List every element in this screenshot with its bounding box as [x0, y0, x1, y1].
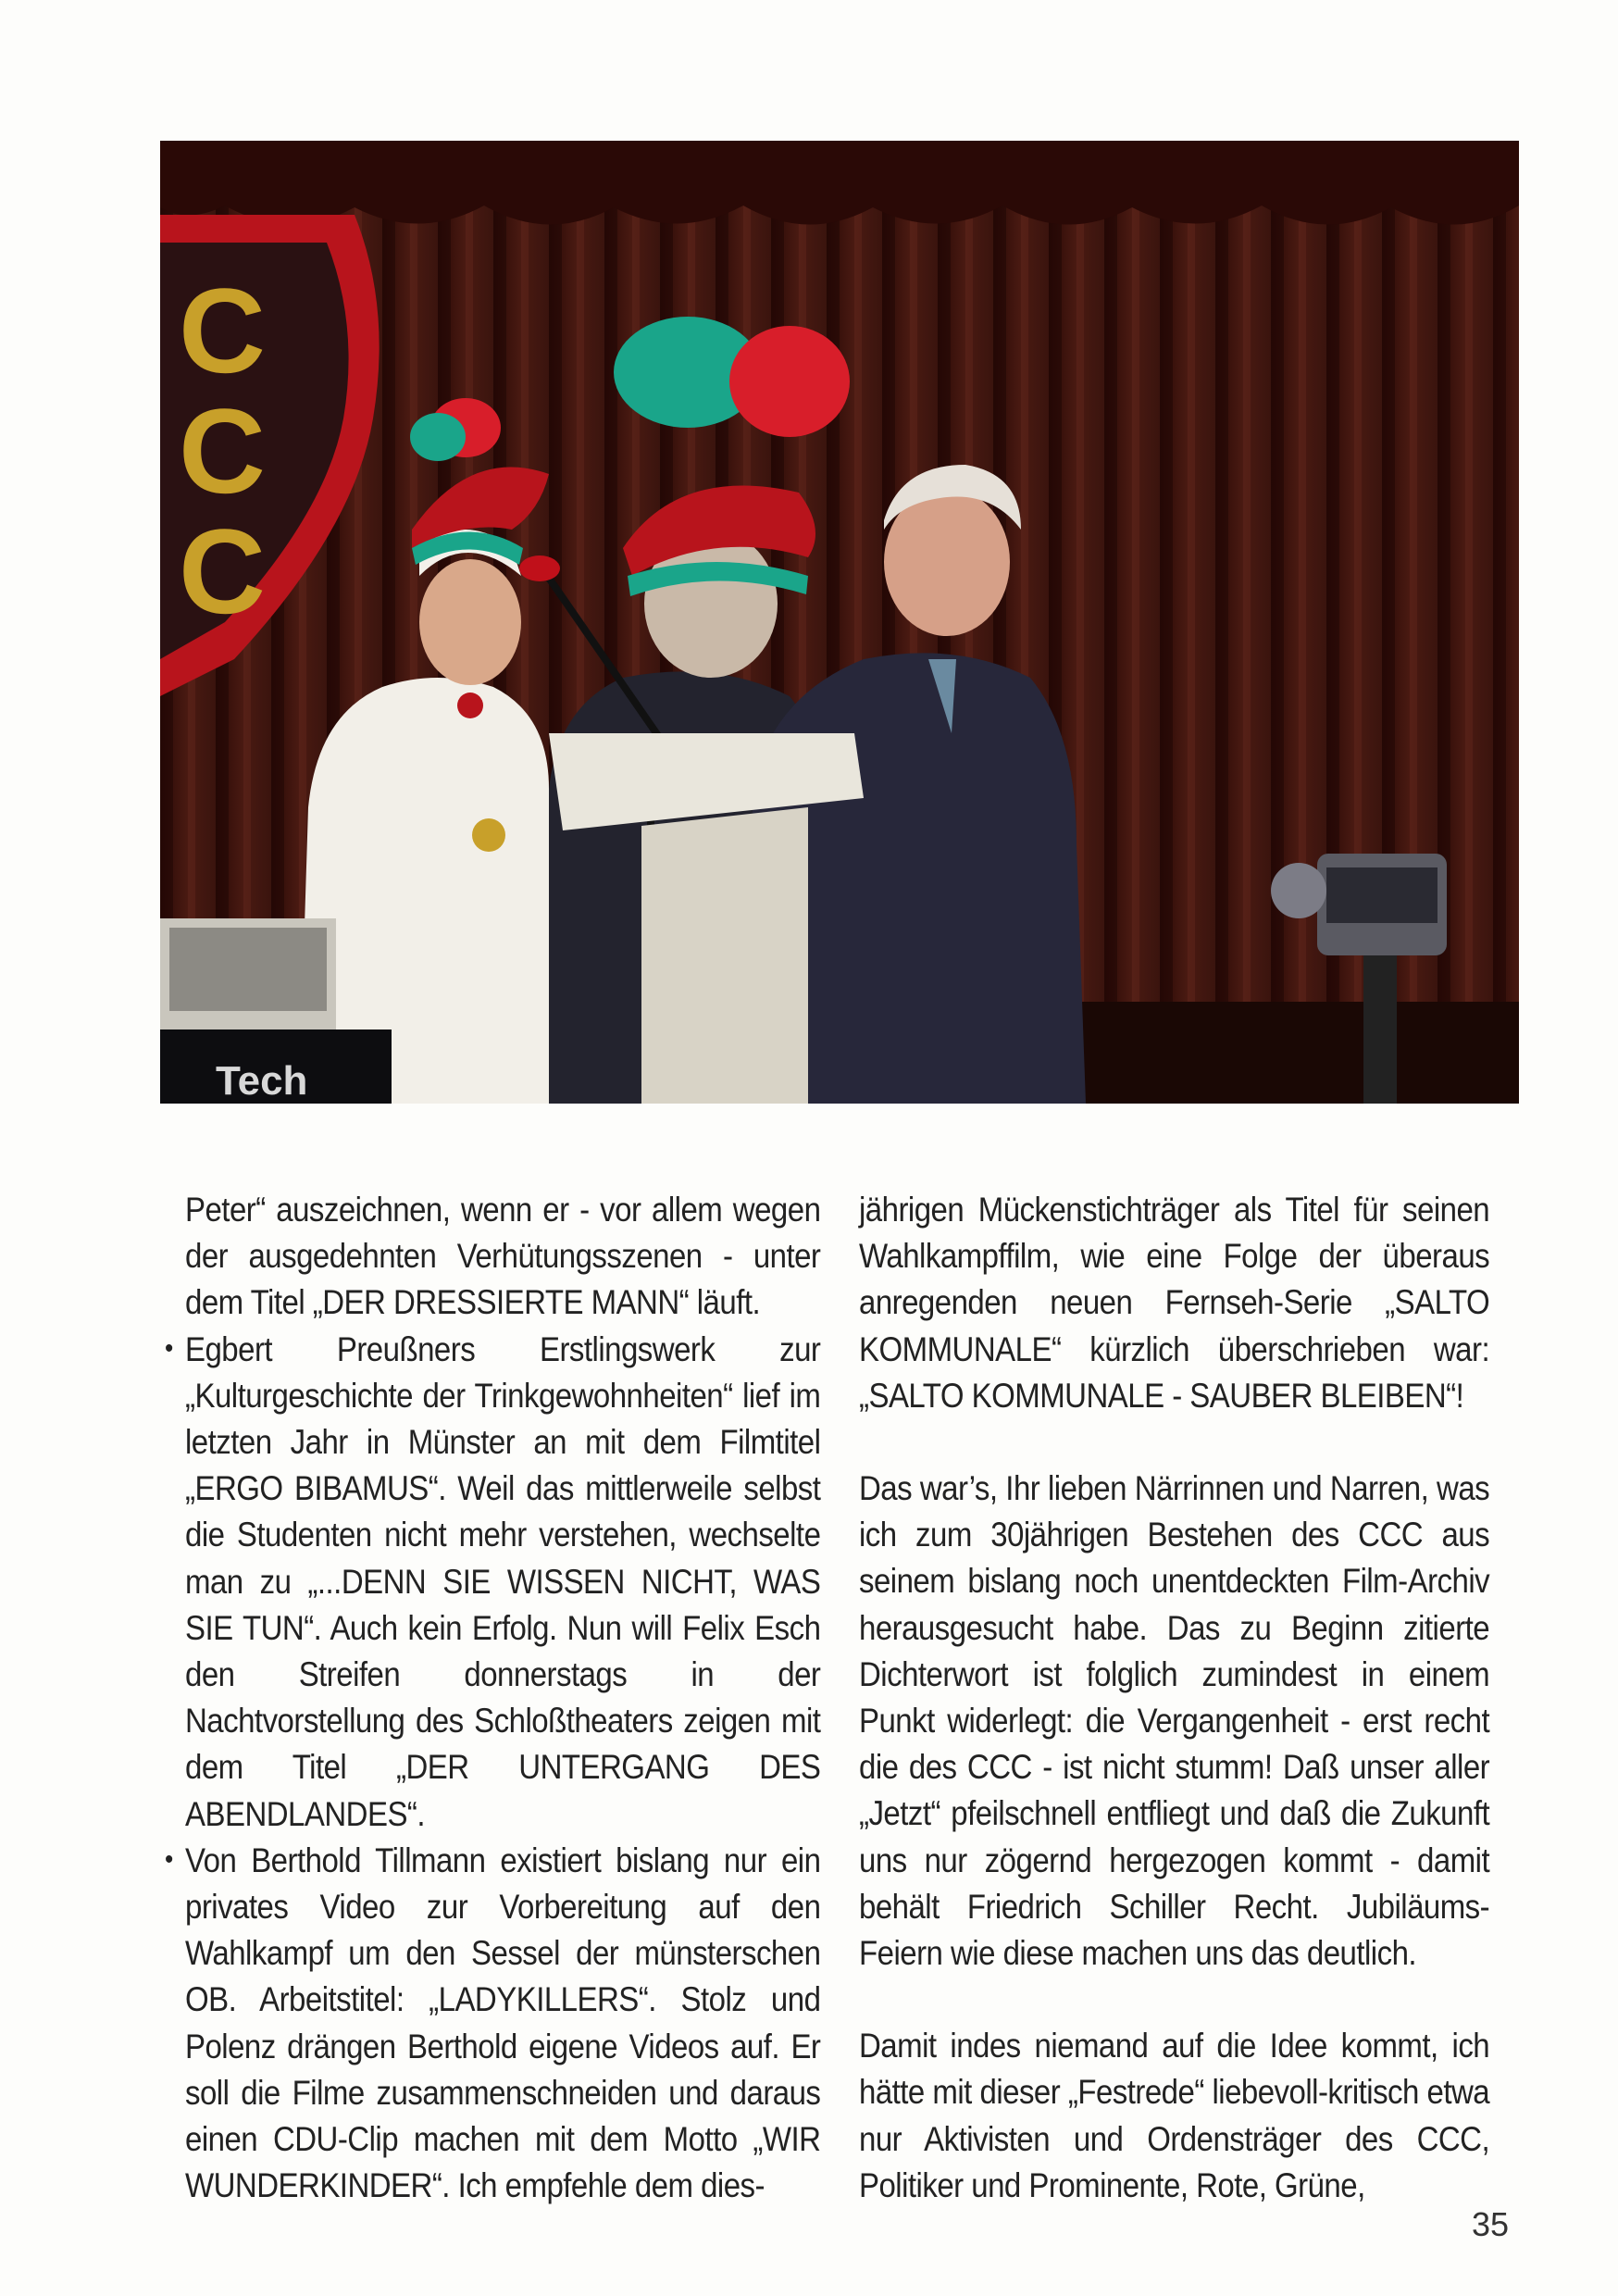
paragraph: Von Berthold Tillmann existiert bislang nur ein privates Video zur Vorbereitung auf den Wahlkampf um den Sessel der münsterschen OB. Arbeitstitel: „LADYKILLERS“. Stolz und Polenz drängen Berthold eigene Videos auf. Er soll die Filme zusammenschneiden und daraus einen CDU-Clip machen mit dem Motto „WIR WUNDERKINDER“. Ich empfehle dem dies- [185, 1840, 821, 2205]
left-column [165, 1186, 821, 2208]
paragraph: Damit indes niemand auf die Idee kommt, ich hätte mit dieser „Festrede“ liebevoll-kritisch etwa nur Aktivisten und Ordensträger des CCC, Politiker und Prominente, Rote, Grüne, [859, 2026, 1490, 2204]
paragraph: jährigen Mückenstichträger als Titel für seinen Wahlkampffilm, wie eine Folge der überaus anregenden neuen Fernseh-Serie „SALTO KOMMUNALE“ kürzlich überschrieben war: „SALTO KOMMUNALE - SAUBER BLEIBEN“! [859, 1190, 1490, 1415]
podium-text: Tech [216, 1058, 308, 1104]
microphone-icon [519, 555, 560, 581]
banner-letter: C [179, 504, 266, 639]
list-item [165, 1837, 821, 2209]
list-item [165, 1326, 821, 1837]
banner-letter: C [179, 263, 266, 398]
paragraph: Egbert Preußners Erstlingswerk zur „Kulturgeschichte der Trinkgewohnheiten“ lief im letzten Jahr in Münster an mit dem Filmtitel „ERGO BIBAMUS“. Weil das mittlerweile selbst die Studenten nicht mehr verstehen, wechselte man zu „...DENN SIE WISSEN NICHT, WAS SIE TUN“. Auch kein Erfolg. Nun will Felix Esch den Streifen donnerstags in der Nachtvorstellung des Schloßtheaters zeigen mit dem Titel „DER UNTERGANG DES ABENDLANDES“. [185, 1329, 821, 1833]
stage-photo-illustration [160, 141, 1519, 1104]
bullet-icon: • [165, 1843, 173, 1875]
paragraph: Peter“ auszeichnen, wenn er - vor allem wegen der ausgedehnten Verhütungsszenen - unter dem Titel „DER DRESSIERTE MANN“ läuft. [185, 1190, 821, 1322]
stage-photo [160, 141, 1519, 1104]
bullet-icon: • [165, 1332, 173, 1364]
banner-letter: C [179, 383, 266, 518]
right-column [859, 1186, 1489, 2208]
paragraph: Das war’s, Ihr lieben Närrinnen und Narren, was ich zum 30jährigen Bestehen des CCC aus seinem bislang noch unentdeckten Film-Archiv herausgesucht habe. Das zu Beginn zitierte Dichterwort ist folglich zumindest in einem Punkt widerlegt: die Vergangenheit - erst recht die des CCC - ist nicht stumm! Daß unser aller „Jetzt“ pfeilschnell entfliegt und daß die Zukunft uns nur zögernd hergezogen kommt - damit behält Friedrich Schiller Recht. Jubiläums-Feiern wie diese machen uns das deutlich. [859, 1468, 1490, 1973]
page-number: 35 [1472, 2205, 1510, 2243]
